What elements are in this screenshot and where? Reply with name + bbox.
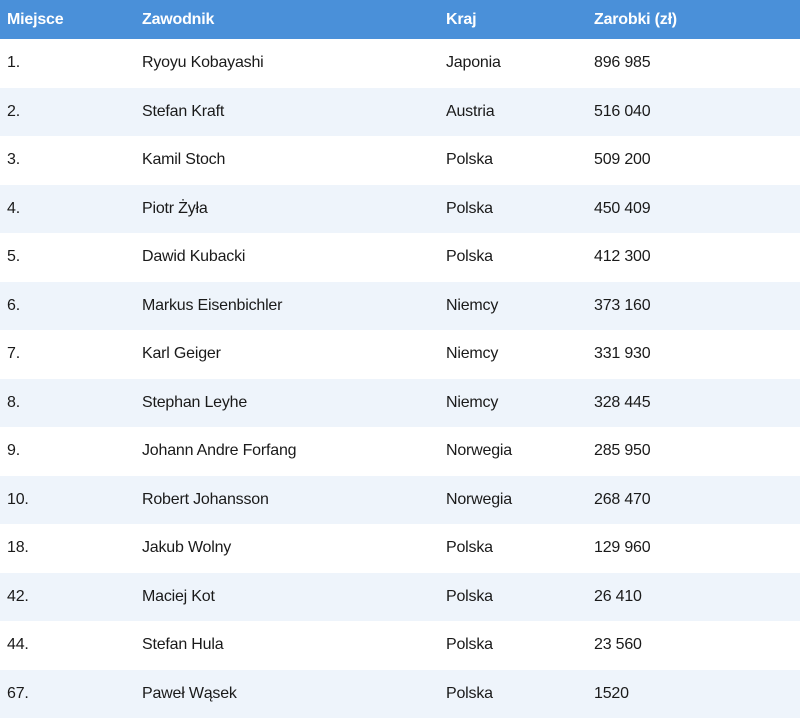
- athlete-cell: Dawid Kubacki: [142, 248, 246, 266]
- rank-cell: 6.: [7, 296, 20, 314]
- country-cell: Polska: [446, 151, 493, 169]
- country-cell: Polska: [446, 636, 493, 654]
- earnings-cell: 896 985: [594, 54, 651, 72]
- rank-cell: 7.: [7, 345, 20, 363]
- country-cell: Polska: [446, 199, 493, 217]
- earnings-cell: 516 040: [594, 102, 651, 120]
- rank-cell: 1.: [7, 54, 20, 72]
- table-row: [0, 524, 800, 573]
- table-row: [0, 39, 800, 88]
- rank-cell: 44.: [7, 636, 29, 654]
- country-cell: Norwegia: [446, 442, 512, 460]
- rank-cell: 42.: [7, 587, 29, 605]
- table-row: [0, 379, 800, 428]
- country-cell: Niemcy: [446, 345, 499, 363]
- athlete-cell: Stefan Hula: [142, 636, 224, 654]
- column-header-kraj: Kraj: [446, 10, 477, 28]
- table-row: [0, 136, 800, 185]
- rank-cell: 3.: [7, 151, 20, 169]
- table-header: [0, 0, 800, 39]
- table-row: [0, 621, 800, 670]
- table-row: [0, 330, 800, 379]
- country-cell: Norwegia: [446, 490, 512, 508]
- athlete-cell: Johann Andre Forfang: [142, 442, 297, 460]
- rank-cell: 10.: [7, 490, 29, 508]
- header-row: [0, 0, 800, 39]
- earnings-cell: 268 470: [594, 490, 651, 508]
- earnings-cell: 328 445: [594, 393, 651, 411]
- athlete-cell: Kamil Stoch: [142, 151, 226, 169]
- rank-cell: 18.: [7, 539, 29, 557]
- earnings-cell: 1520: [594, 684, 629, 702]
- athlete-cell: Piotr Żyła: [142, 199, 208, 217]
- earnings-cell: 26 410: [594, 587, 642, 605]
- athlete-cell: Maciej Kot: [142, 587, 215, 605]
- country-cell: Polska: [446, 539, 493, 557]
- earnings-cell: 23 560: [594, 636, 642, 654]
- rank-cell: 4.: [7, 199, 20, 217]
- rank-cell: 8.: [7, 393, 20, 411]
- athlete-cell: Robert Johansson: [142, 490, 269, 508]
- country-cell: Polska: [446, 684, 493, 702]
- athlete-cell: Jakub Wolny: [142, 539, 232, 557]
- earnings-cell: 129 960: [594, 539, 651, 557]
- athlete-cell: Paweł Wąsek: [142, 684, 237, 702]
- earnings-cell: 450 409: [594, 199, 651, 217]
- athlete-cell: Stephan Leyhe: [142, 393, 248, 411]
- table-row: [0, 282, 800, 331]
- table-row: [0, 185, 800, 234]
- country-cell: Japonia: [446, 54, 501, 72]
- table-row: [0, 670, 800, 719]
- country-cell: Niemcy: [446, 393, 499, 411]
- table-row: [0, 427, 800, 476]
- table-row: [0, 476, 800, 525]
- table-body: [0, 39, 800, 718]
- rank-cell: 5.: [7, 248, 20, 266]
- earnings-cell: 331 930: [594, 345, 651, 363]
- earnings-cell: 412 300: [594, 248, 651, 266]
- country-cell: Austria: [446, 102, 495, 120]
- table-row: [0, 233, 800, 282]
- country-cell: Polska: [446, 587, 493, 605]
- earnings-cell: 285 950: [594, 442, 651, 460]
- earnings-cell: 509 200: [594, 151, 651, 169]
- country-cell: Niemcy: [446, 296, 499, 314]
- column-header-zawodnik: Zawodnik: [142, 10, 215, 28]
- athlete-cell: Stefan Kraft: [142, 102, 225, 120]
- column-header-miejsce: Miejsce: [7, 10, 64, 28]
- country-cell: Polska: [446, 248, 493, 266]
- athlete-cell: Markus Eisenbichler: [142, 296, 283, 314]
- column-header-zarobki: Zarobki (zł): [594, 10, 677, 28]
- athlete-cell: Ryoyu Kobayashi: [142, 54, 264, 72]
- rank-cell: 67.: [7, 684, 29, 702]
- earnings-cell: 373 160: [594, 296, 651, 314]
- rank-cell: 9.: [7, 442, 20, 460]
- table-row: [0, 88, 800, 137]
- table-row: [0, 573, 800, 622]
- athlete-cell: Karl Geiger: [142, 345, 221, 363]
- rank-cell: 2.: [7, 102, 20, 120]
